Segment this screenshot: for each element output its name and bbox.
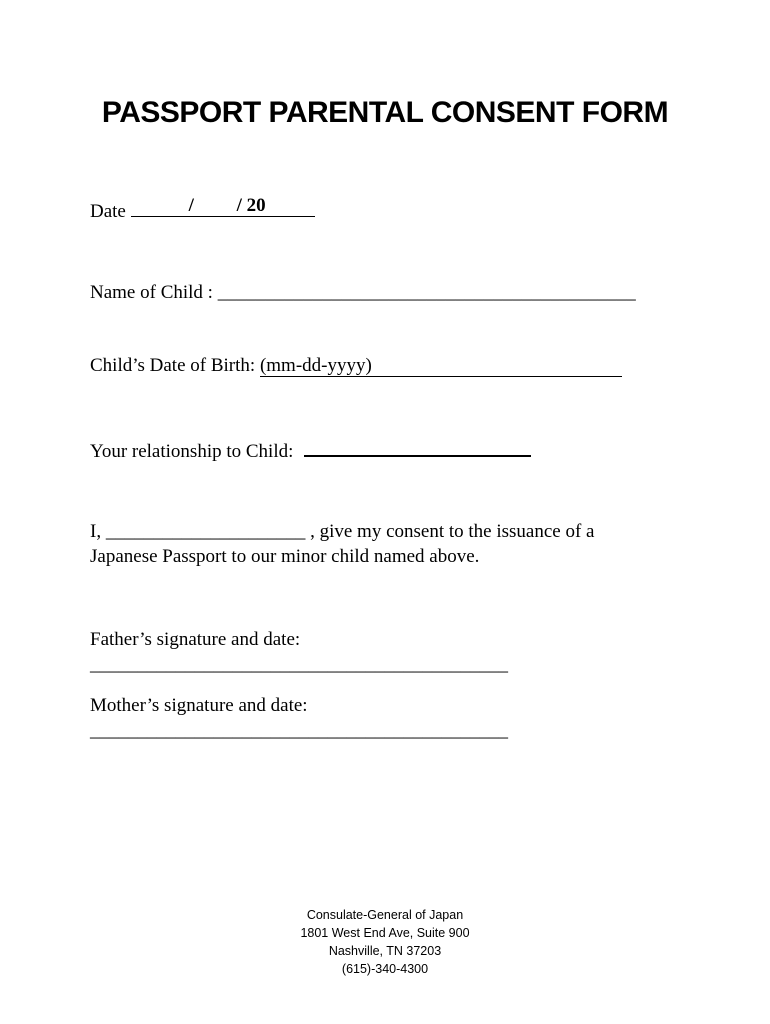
father-signature-label: Father’s signature and date: xyxy=(90,629,301,650)
dob-input-blank[interactable]: (mm-dd-yyyy) xyxy=(260,356,622,377)
child-dob-field xyxy=(90,354,622,378)
relationship-label: Your relationship to Child: xyxy=(90,441,299,462)
date-input-blank[interactable] xyxy=(131,196,315,217)
relationship-field xyxy=(90,437,531,464)
consent-statement-line-1[interactable]: I, _____________________ , give my consent to the issuance of a xyxy=(90,521,595,542)
date-label: Date xyxy=(90,201,126,222)
mother-signature-label: Mother’s signature and date: xyxy=(90,695,308,716)
footer-org: Consulate-General of Japan xyxy=(306,908,464,922)
footer-address: 1801 West End Ave, Suite 900 xyxy=(300,926,470,940)
date-slash-year: / 20 xyxy=(236,195,266,216)
date-slash-1: / xyxy=(188,195,194,216)
footer-phone: (615)-340-4300 xyxy=(341,962,429,976)
form-title: PASSPORT PARENTAL CONSENT FORM xyxy=(101,96,669,129)
child-name-field[interactable]: Name of Child : ____________________________________________ xyxy=(90,282,636,303)
consent-statement-line-2: Japanese Passport to our minor child named above. xyxy=(90,546,480,567)
relationship-input-blank[interactable] xyxy=(304,437,531,457)
date-field xyxy=(90,196,315,224)
dob-label: Child’s Date of Birth: xyxy=(90,355,260,376)
consulate-footer xyxy=(0,906,770,978)
father-signature-line[interactable]: ____________________________________________ xyxy=(90,654,508,675)
footer-city: Nashville, TN 37203 xyxy=(328,944,442,958)
mother-signature-line[interactable]: ____________________________________________ xyxy=(90,720,508,741)
